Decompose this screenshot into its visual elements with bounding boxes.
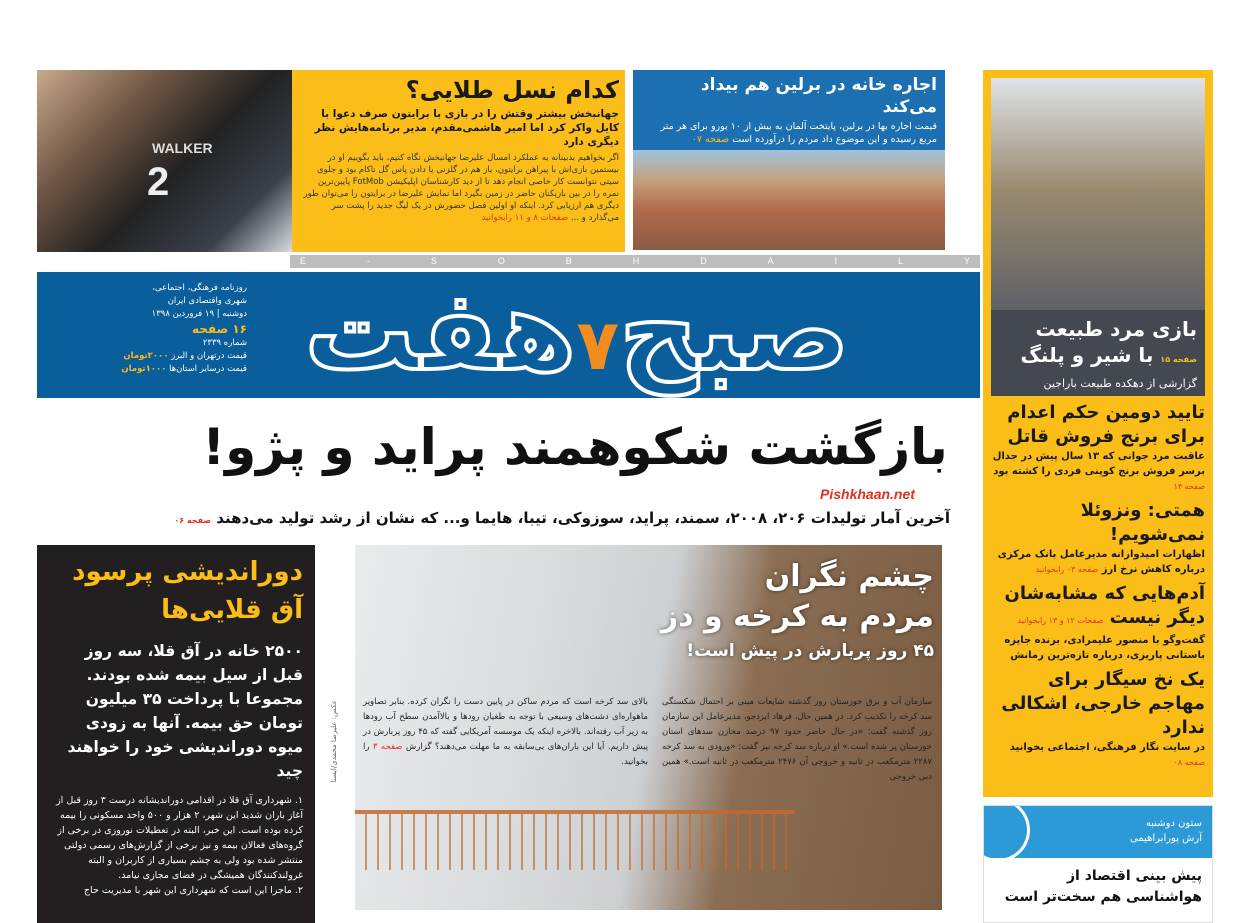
- berlin-city-photo: [633, 150, 945, 250]
- dam-body-left: بالای سد کرخه است که مردم ساکن در پایین دست را نگران کرده. بنابر تصاویر ماهواره‌ای دشت‌های وسیعی با توجه به طغیان رودها و بالاآمدن سطح آب رودها به زیر آب رفته‌اند. بالاخره اینکه یک موسسه آمریکایی گفته که ۴۵ روز پربارش در پیش داریم. آیا این باران‌های بی‌سابقه به ما مهلت می‌دهند؟ گزارش: [363, 697, 649, 752]
- story-page-ref[interactable]: صفحه ۱۴: [1173, 482, 1205, 491]
- right-column: [983, 70, 1213, 923]
- story-hemmati[interactable]: [991, 499, 1205, 577]
- tiger-caption: گزارشی از دهکده طبیعت باراجین: [1043, 377, 1197, 390]
- headline-page-ref[interactable]: صفحه ۰۶: [174, 516, 212, 525]
- dam-title: چشم نگران: [764, 559, 934, 594]
- berlin-body: قیمت اجاره بها در برلین، پایتخت آلمان به بیش از ۱۰ یورو برای هر متر مربع رسیده و این موضوع داد مردم را درآورده است: [660, 121, 937, 145]
- sports-page-ref[interactable]: صفحات ۸ و ۱۱ رابخوانید: [481, 213, 569, 223]
- story-body: گفت‌وگو با منصور علیمرادی، برنده جایزه باستانی پاریزی، درباره تازه‌ترین رمانش: [1004, 635, 1205, 661]
- berlin-title: اجاره خانه در برلین هم بیداد می‌کند: [700, 75, 937, 117]
- berlin-story[interactable]: [633, 70, 945, 250]
- sports-story[interactable]: [37, 70, 625, 252]
- sports-body: اگر بخواهیم بدبینانه به عملکرد امسال علیرضا جهانبخش نگاه کنیم، باید بگوییم او در بیستمین بازی‌اش با پیراهن برایتون، باز هم در گلزنی یا دادن پاس گل ناکام بود و جلوی سیتی نتوانست کار خاصی انجام دهد تا از دید کارشناسان اپلیکیشن FotMob پایین‌ترین نمره را در بین بازیکنان حاضر در زمین بگیرد اما نمایش علیرضا در برایتون را می‌توان طور دیگری هم ارزیابی کرد. اینکه او اولین فصل حضورش در یک لیگ جدید را پشت سر می‌گذارد و ...: [303, 153, 619, 223]
- aq-qala-story[interactable]: [37, 545, 315, 923]
- headline-subtitle: آخرین آمار تولیدات ۲۰۶، ۲۰۰۸، سمند، پراید، سوزوکی، تیبا، هایما و... که نشان از رشد تولید می‌دهند: [216, 509, 950, 527]
- dam-title-2: مردم به کرخه و دز: [660, 599, 934, 634]
- price-label: قیمت درسایر استان‌ها: [169, 364, 247, 374]
- story-alimoradi[interactable]: [991, 582, 1205, 663]
- story-page-ref[interactable]: صفحه ۰۸: [1173, 758, 1205, 767]
- sports-title: کدام نسل طلایی؟: [405, 76, 619, 104]
- masthead: [37, 267, 980, 398]
- story-title: تایید دومین حکم اعدام برای برنج فروش قاتل: [1007, 402, 1205, 447]
- story-execution[interactable]: [991, 401, 1205, 494]
- paper-type: روزنامه فرهنگی، اجتماعی،: [152, 283, 247, 293]
- strip-letter: E: [300, 256, 307, 266]
- pishkhaan-watermark: Pishkhaan.net: [820, 486, 915, 502]
- tiger-title: بازی مرد طبیعت: [1035, 317, 1197, 341]
- price: ۱۰۰۰تومان: [121, 364, 167, 374]
- main-headline[interactable]: بازگشت شکوهمند پراید و پژو!: [202, 418, 948, 476]
- strip-letter: -: [366, 256, 370, 266]
- jersey-name: WALKER: [152, 140, 213, 156]
- dam-story[interactable]: [355, 545, 942, 910]
- strip-letter: L: [898, 256, 904, 266]
- aq-qala-title: دوراندیشی پرسود آق قلایی‌ها: [72, 557, 303, 625]
- aq-qala-body-2: ۲. ماجرا این است که شهرداری این شهر با مدیریت حاج: [83, 885, 303, 896]
- haft-e-sobh-logo: صبح۷هفت: [304, 267, 850, 395]
- tiger-page-ref[interactable]: صفحه ۱۵: [1160, 355, 1197, 364]
- paper-type-2: شهری واقتصادی ایران: [167, 296, 247, 306]
- photo-credit: عکس: علیرضا محمدی/ایسنا: [330, 700, 338, 783]
- tiger-title-2: با شیر و پلنگ: [1020, 343, 1154, 367]
- price-label: قیمت درتهران و البرز: [171, 351, 247, 361]
- price: ۲۰۰۰تومان: [123, 351, 169, 361]
- monday-column-card[interactable]: [983, 805, 1213, 923]
- story-title: یک نخ سیگار برای مهاجم خارجی، اشکالی ندارد: [1001, 669, 1205, 738]
- clock-dial-icon: [983, 805, 1030, 862]
- tiger-photo-story[interactable]: [991, 78, 1205, 396]
- story-title: آدم‌هایی که مشابه‌شان دیگر نیست: [1004, 583, 1205, 628]
- strip-letter: B: [565, 256, 572, 266]
- strip-letter: D: [700, 256, 707, 266]
- aq-qala-body: ۱. شهرداری آق قلا در اقدامی دوراندیشانه درست ۳ روز قبل از آغاز باران شدید این شهر، ۲ هزار و ۵۰۰ واحد مسکونی را بیمه کرده بوده است. این خبر، البته در تعطیلات نوروزی در برخی از گروه‌های فعالان بیمه و نیز برخی از گزارش‌های رسمی دولتی منتشر شده بود ولی به چشم بسیاری از کاربران و البته غرولندکنندگان همیشگی در فضای مجازی نیامد.: [56, 795, 303, 881]
- aq-qala-lead: ۲۵۰۰ خانه در آق قلا، سه روز قبل از سیل بیمه شده بودند. مجموعا با پرداخت ۳۵ میلیون تومان حق بیمه. آنها به زودی میوه دوراندیشی خود را خواهند چید: [67, 642, 303, 780]
- football-photo: [37, 70, 292, 252]
- strip-letter: A: [767, 256, 774, 266]
- story-body: در سایت نگار فرهنگی، اجتماعی بخوانید: [1009, 742, 1205, 753]
- story-body: اظهارات امیدوارانه مدیرعامل بانک مرکزی درباره کاهش نرخ ارز: [997, 549, 1205, 575]
- page-count: ۱۶ صفحه: [192, 322, 247, 336]
- dam-read-more: را بخوانید.: [363, 742, 648, 767]
- strip-letter: S: [430, 256, 437, 266]
- dam-page-ref[interactable]: صفحه ۳: [372, 742, 403, 752]
- story-page-ref[interactable]: صفحه ۰۳ رابخوانید: [1035, 565, 1099, 574]
- jersey-number: 2: [147, 160, 170, 204]
- dam-subtitle: ۴۵ روز پربارش در پیش است!: [686, 641, 934, 661]
- story-cigarette[interactable]: [991, 668, 1205, 770]
- strip-letter: Y: [963, 256, 970, 266]
- column-title: پیش بینی اقتصاد از هواشناسی هم سخت‌تر است: [1004, 868, 1202, 905]
- issue-info: [47, 282, 247, 376]
- strip-letter: O: [497, 256, 505, 266]
- issue-date: دوشنبه | ۱۹ فروردین ۱۳۹۸: [151, 309, 247, 319]
- story-page-ref[interactable]: صفحات ۱۲ و ۱۳ رابخوانید: [1017, 616, 1104, 625]
- column-author: آرش پورابراهیمی: [1129, 833, 1202, 844]
- story-title: همتی: ونزوئلا نمی‌شویم!: [1080, 500, 1205, 545]
- story-body: عاقبت مرد جوانی که ۱۳ سال پیش در جدال برسر فروش برنج کوپنی فردی را کشته بود: [992, 451, 1205, 477]
- column-label: ستون دوشنبه: [1145, 818, 1202, 829]
- berlin-page-ref[interactable]: صفحه ۰۷: [691, 134, 730, 145]
- dam-body-right: سازمان آب و برق خوزستان روز گذشته شایعات مبنی بر احتمال شکستگی سد کرخه را تکذیب کرد. در همین حال، فرهاد ایزدجو، مدیرعامل این سازمان روز گذشته گفت: «در حال حاضر حدود ۹۷ درصد مخازن سدهای استان خوزستان پر شده است.» او درباره سد کرخه نیز گفت: «ورودی به سد کرخه ۲۲۸۷ مترمکعب در ثانیه و خروجی آن ۲۴۷۶ مترمکعب در ثانیه است.» همین دبی خروجی: [662, 697, 932, 782]
- bridge-railing: [355, 810, 795, 870]
- strip-letter: H: [632, 256, 640, 266]
- strip-letter: I: [834, 256, 838, 266]
- issue-number: شماره ۲۳۳۹: [202, 338, 247, 348]
- sports-subtitle: جهانبخش بیشتر وقتش را در بازی با برایتون صرف دعوا با کایل واکر کرد اما امیر هاشمی‌مقدم، مدیر برنامه‌هایش نظر دیگری دارد: [314, 108, 619, 148]
